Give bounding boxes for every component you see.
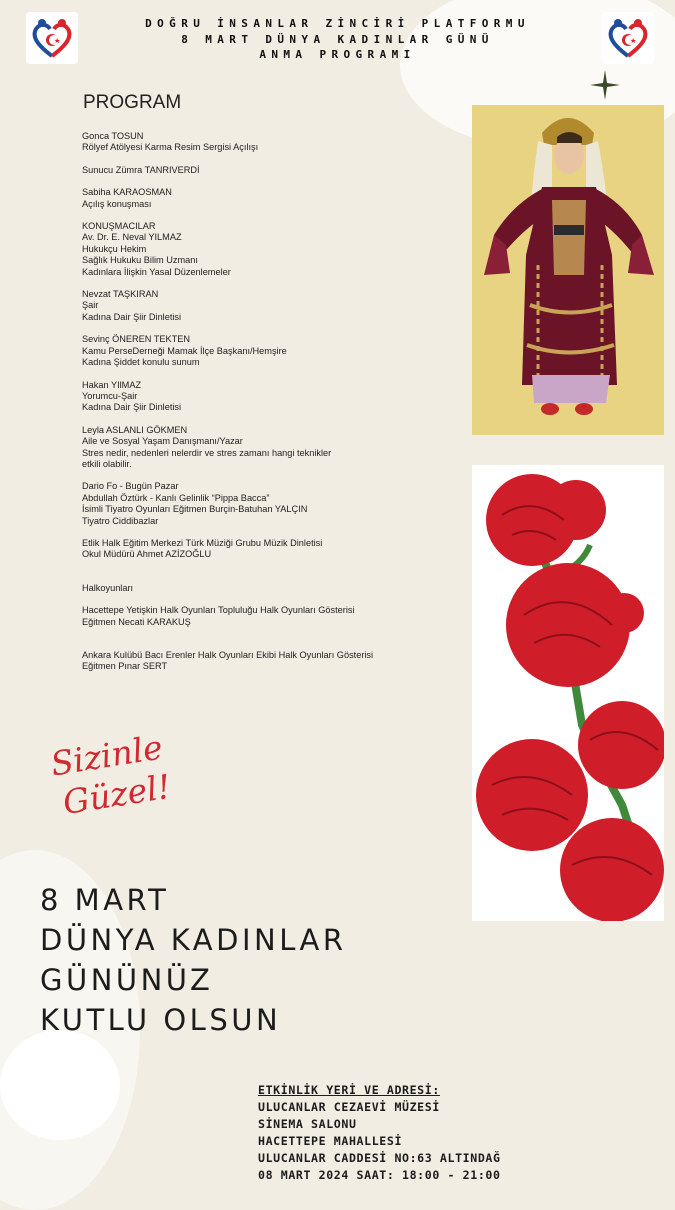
program-line: Eğitmen Pınar SERT	[82, 661, 168, 672]
venue-line-5: 08 MART 2024 SAAT: 18:00 - 21:00	[258, 1168, 501, 1182]
program-line: Etlik Halk Eğitim Merkezi Türk Müziği Grubu Müzik Dinletisi	[82, 537, 323, 548]
background-blob-bottom-left-inner	[0, 1030, 120, 1140]
venue-line-2: SİNEMA SALONU	[258, 1117, 357, 1131]
celebration-message	[40, 880, 347, 1040]
program-spacer	[82, 210, 467, 221]
header-line-3: ANMA PROGRAMI	[259, 48, 416, 61]
venue-title: ETKİNLİK YERİ VE ADRESİ:	[258, 1083, 440, 1097]
script-line-1: Sizinle	[48, 727, 166, 784]
program-line: Stres nedir, nedenleri nelerdir ve stres zamanı hangi teknikler	[82, 447, 332, 458]
program-line: Hakan YIlMAZ	[82, 379, 142, 390]
message-line-4: KUTLU OLSUN	[40, 1003, 282, 1037]
header-line-1: DOĞRU İNSANLAR ZİNCİRİ PLATFORMU	[145, 17, 530, 30]
program-line: Leyla ASLANLI GÖKMEN	[82, 424, 188, 435]
red-carnations-photo	[472, 465, 664, 921]
program-line: Okul Müdürü Ahmet AZİZOĞLU	[82, 549, 212, 560]
program-line: Kadına Dair Şiir Dinletisi	[82, 402, 182, 413]
sparkle-icon	[590, 70, 620, 100]
program-list	[82, 131, 467, 673]
program-line: Av. Dr. E. Neval YILMAZ	[82, 232, 182, 243]
carnations-illustration	[472, 465, 664, 921]
program-spacer	[82, 639, 467, 650]
program-line: Yorumcu-Şair	[82, 390, 138, 401]
program-line: Hacettepe Yetişkin Halk Oyunları Topluluğu Halk Oyunları Gösterisi	[82, 605, 355, 616]
header-title	[0, 16, 675, 63]
program-spacer	[82, 572, 467, 583]
venue-block	[258, 1082, 501, 1184]
program-spacer	[82, 470, 467, 481]
program-line: Rölyef Atölyesi Karma Resim Sergisi Açılışı	[82, 142, 259, 153]
header-line-2: 8 MART DÜNYA KADINLAR GÜNÜ	[181, 32, 494, 46]
program-line: Gonca TOSUN	[82, 131, 144, 141]
program-spacer	[82, 176, 467, 187]
program-line: Hukukçu Hekim	[82, 243, 147, 254]
program-spacer	[82, 561, 467, 572]
program-line: Sevinç ÖNEREN TEKTEN	[82, 334, 191, 345]
program-line: Tiyatro Ciddibazlar	[82, 515, 159, 526]
program-line: Ankara Kulübü Bacı Erenler Halk Oyunları Ekibi Halk Oyunları Gösterisi	[82, 650, 374, 660]
program-line: Sunucu Zümra TANRIVERDİ	[82, 164, 200, 175]
program-spacer	[82, 323, 467, 334]
script-line-2: Güzel!	[60, 766, 174, 823]
costume-woman-illustration	[472, 105, 664, 435]
program-line: Kadınlara İlişkin Yasal Düzenlemeler	[82, 266, 231, 277]
program-line: Açılış konuşması	[82, 198, 152, 209]
program-line: Sağlık Hukuku Bilim Uzmanı	[82, 255, 198, 266]
program-spacer	[82, 369, 467, 380]
script-greeting	[48, 727, 173, 824]
program-line: Abdullah Öztürk - Kanlı Gelinlik “Pippa Bacca”	[82, 492, 270, 503]
message-line-3: GÜNÜNÜZ	[40, 963, 214, 997]
program-line: Halkoyunları	[82, 582, 134, 593]
program-spacer	[82, 628, 467, 639]
program-line: Kadına Şiddet konulu sunum	[82, 357, 200, 368]
message-line-1: 8 MART	[40, 883, 170, 917]
program-line: Kamu PerseDerneği Mamak İlçe Başkanı/Hemşire	[82, 345, 287, 356]
program-line: Şair	[82, 300, 99, 311]
venue-line-4: ULUCANLAR CADDESİ NO:63 ALTINDAĞ	[258, 1151, 501, 1165]
program-line: Eğitmen Necati KARAKUŞ	[82, 616, 191, 627]
program-line: KONUŞMACILAR	[82, 221, 156, 232]
message-line-2: DÜNYA KADINLAR	[40, 923, 347, 957]
program-line: Sabiha KARAOSMAN	[82, 187, 172, 198]
program-spacer	[82, 154, 467, 165]
program-line: Nevzat TAŞKIRAN	[82, 289, 159, 300]
program-title: PROGRAM	[83, 92, 182, 113]
program-line: etkili olabilir.	[82, 458, 132, 469]
program-spacer	[82, 278, 467, 289]
venue-line-1: ULUCANLAR CEZAEVİ MÜZESİ	[258, 1100, 440, 1114]
program-line: Aile ve Sosyal Yaşam Danışmanı/Yazar	[82, 436, 243, 447]
program-spacer	[82, 594, 467, 605]
program-line: İsimli Tiyatro Oyunları Eğitmen Burçin-Batuhan YALÇIN	[82, 504, 308, 515]
program-spacer	[82, 414, 467, 425]
program-line: Dario Fo - Bugün Pazar	[82, 481, 179, 492]
program-spacer	[82, 527, 467, 538]
program-line: Kadına Dair Şiir Dinletisi	[82, 311, 182, 322]
traditional-costume-photo	[472, 105, 664, 435]
venue-line-3: HACETTEPE MAHALLESİ	[258, 1134, 403, 1148]
